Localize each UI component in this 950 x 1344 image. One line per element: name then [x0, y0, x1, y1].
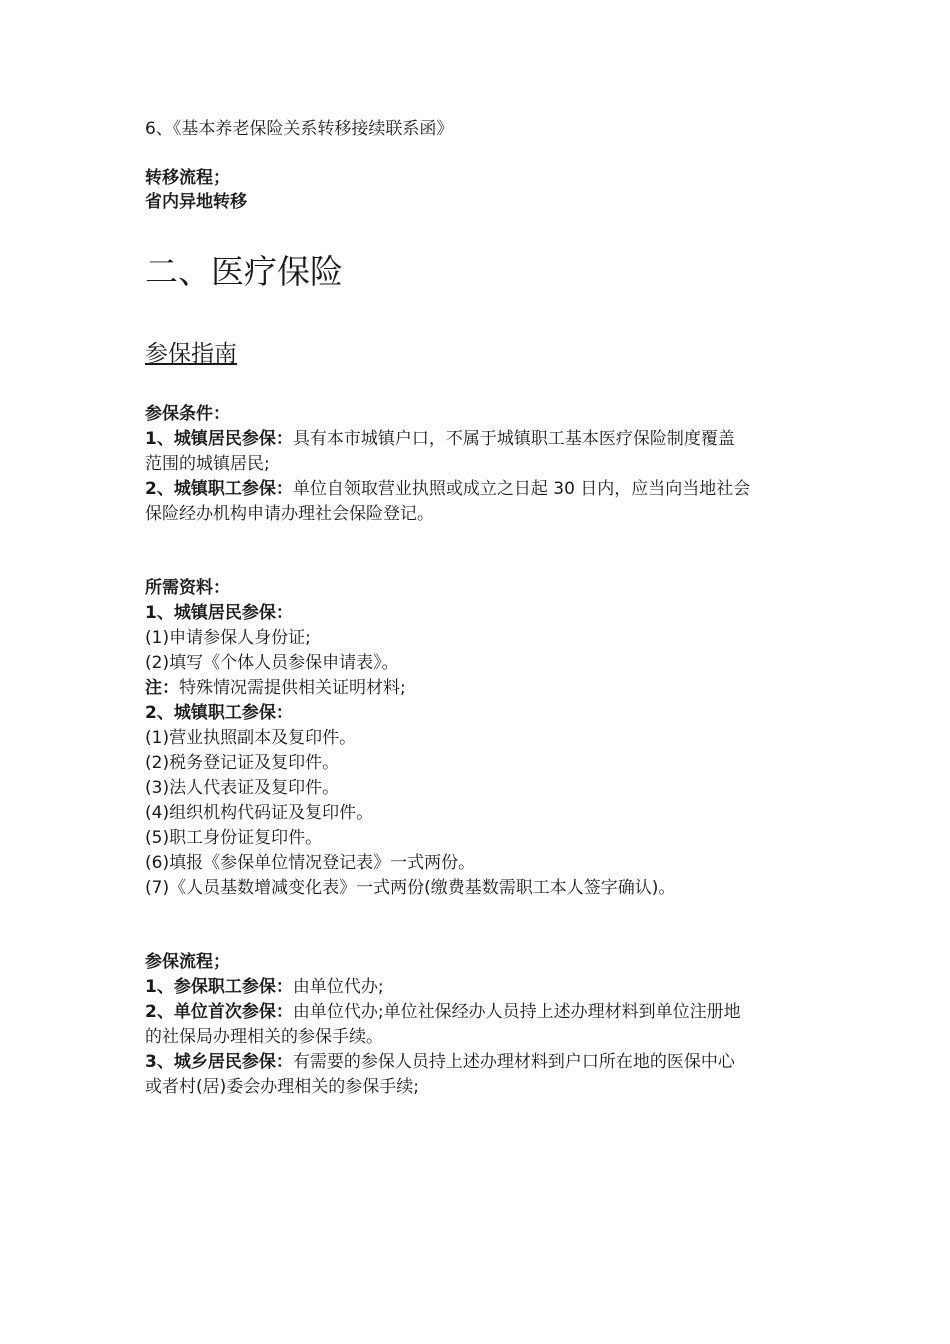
process-3-line2: 或者村(居)委会办理相关的参保手续; [145, 1077, 419, 1097]
material-e1: (1)营业执照副本及复印件。 [145, 728, 357, 748]
material-e6: (6)填报《参保单位情况登记表》一式两份。 [145, 853, 476, 873]
transfer-process-label: 转移流程； [145, 168, 230, 188]
note-bold: 注： [145, 678, 179, 698]
process-item-3 [145, 1050, 735, 1074]
condition-1-text: 具有本市城镇户口，不属于城镇职工基本医疗保险制度覆盖 [292, 429, 735, 449]
section-title: 二、医疗保险 [145, 252, 343, 291]
note-text: 特殊情况需提供相关证明材料; [179, 678, 406, 698]
process-item-1 [145, 975, 384, 999]
condition-item-2 [145, 477, 750, 501]
process-1-text: 由单位代办; [292, 977, 384, 997]
materials-employee-heading: 2、城镇职工参保： [145, 703, 293, 723]
condition-item-1 [145, 427, 735, 451]
material-e7: (7)《人员基数增减变化表》一式两份(缴费基数需职工本人签字确认)。 [145, 878, 676, 898]
material-e3: (3)法人代表证及复印件。 [145, 778, 340, 798]
process-3-bold: 3、城乡居民参保： [145, 1052, 293, 1072]
intra-province-transfer: 省内异地转移 [145, 192, 247, 212]
condition-1-bold: 1、城镇居民参保： [145, 429, 293, 449]
process-item-2 [145, 1000, 741, 1024]
material-e5: (5)职工身份证复印件。 [145, 828, 323, 848]
materials-resident-heading: 1、城镇居民参保： [145, 603, 293, 623]
process-2-line2: 的社保局办理相关的参保手续。 [145, 1027, 383, 1047]
process-1-bold: 1、参保职工参保： [145, 977, 293, 997]
guide-title: 参保指南 [145, 341, 237, 367]
material-r2: (2)填写《个体人员参保申请表》。 [145, 653, 399, 673]
condition-2-bold: 2、城镇职工参保： [145, 479, 293, 499]
conditions-label: 参保条件： [145, 404, 230, 424]
material-note [145, 676, 406, 700]
process-2-text: 由单位代办;单位社保经办人员持上述办理材料到单位注册地 [292, 1002, 741, 1022]
process-label: 参保流程； [145, 952, 230, 972]
material-e2: (2)税务登记证及复印件。 [145, 753, 340, 773]
condition-2-line2: 保险经办机构申请办理社会保险登记。 [145, 504, 434, 524]
materials-label: 所需资料： [145, 578, 230, 598]
process-3-text: 有需要的参保人员持上述办理材料到户口所在地的医保中心 [292, 1052, 735, 1072]
material-r1: (1)申请参保人身份证; [145, 628, 311, 648]
process-2-bold: 2、单位首次参保： [145, 1002, 293, 1022]
condition-1-line2: 范围的城镇居民; [145, 454, 270, 474]
material-e4: (4)组织机构代码证及复印件。 [145, 803, 374, 823]
condition-2-text: 单位自领取营业执照或成立之日起 30 日内，应当向当地社会 [292, 479, 751, 499]
item-6: 6、《基本养老保险关系转移接续联系函》 [145, 119, 454, 139]
